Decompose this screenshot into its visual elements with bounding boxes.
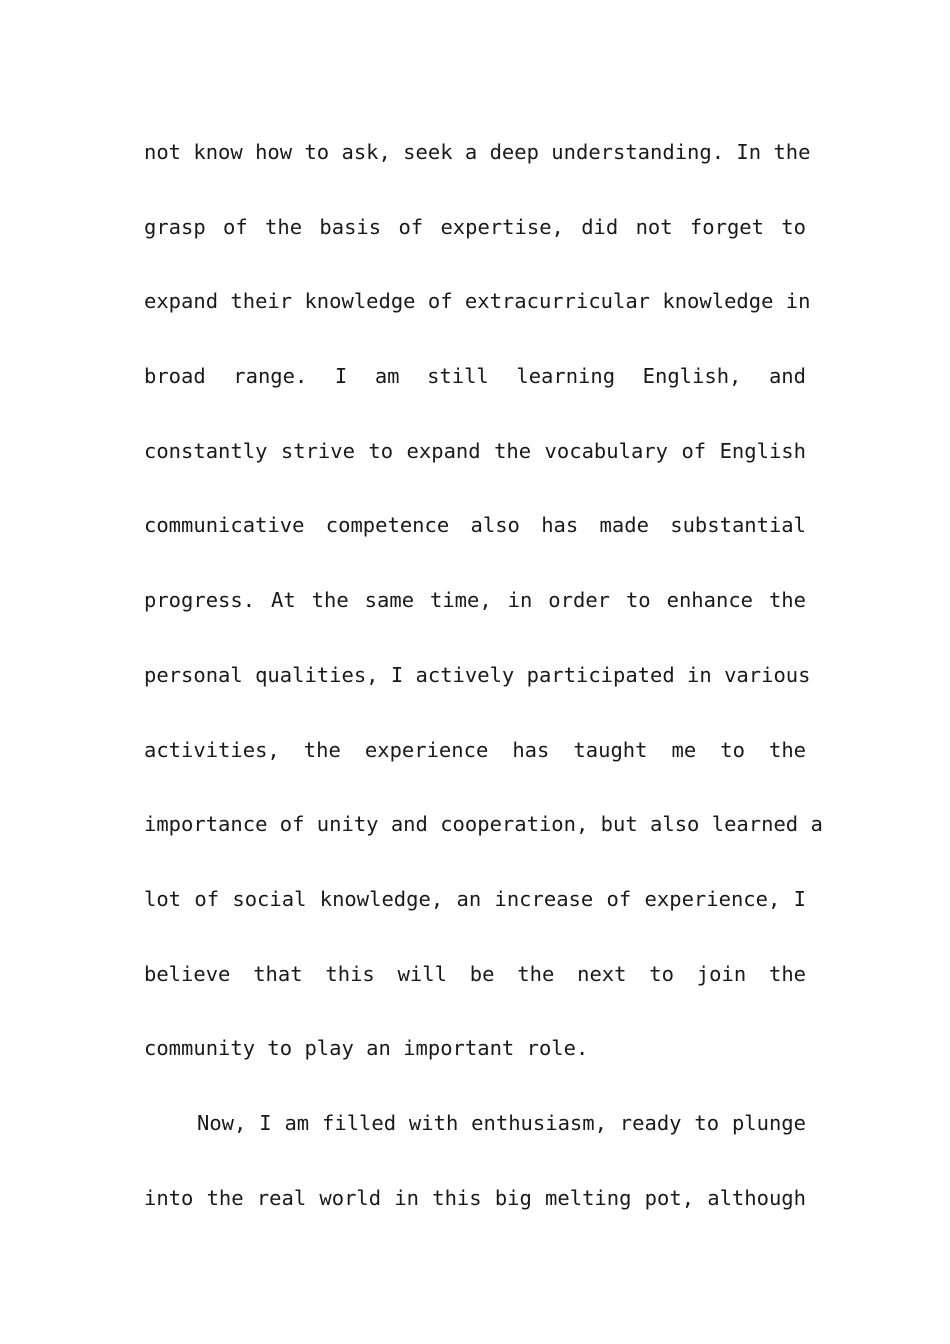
body-text [144, 132, 823, 1252]
text-line: progress. At the same time, in order to enhance the [144, 588, 806, 613]
text-line: into the real world in this big melting pot, although [144, 1185, 806, 1210]
text-line: importance of unity and cooperation, but also learned a [144, 812, 823, 837]
text-line: lot of social knowledge, an increase of experience, I [144, 886, 806, 911]
text-line: activities, the experience has taught me to the [144, 737, 806, 762]
text-line: believe that this will be the next to join the [144, 961, 806, 986]
text-line: expand their knowledge of extracurricular knowledge in [144, 289, 811, 314]
text-line: constantly strive to expand the vocabulary of English [144, 438, 806, 463]
paragraph-end-line: community to play an important role. [144, 1036, 589, 1061]
text-line: not know how to ask, seek a deep understanding. In the [144, 140, 811, 164]
text-line: communicative competence also has made substantial [144, 513, 806, 538]
text-line: grasp of the basis of expertise, did not forget to [144, 214, 806, 239]
text-line: personal qualities, I actively participated in various [144, 662, 811, 687]
text-line: broad range. I am still learning English, and [144, 364, 806, 389]
paragraph-start-line: Now, I am filled with enthusiasm, ready to plunge [197, 1110, 806, 1135]
